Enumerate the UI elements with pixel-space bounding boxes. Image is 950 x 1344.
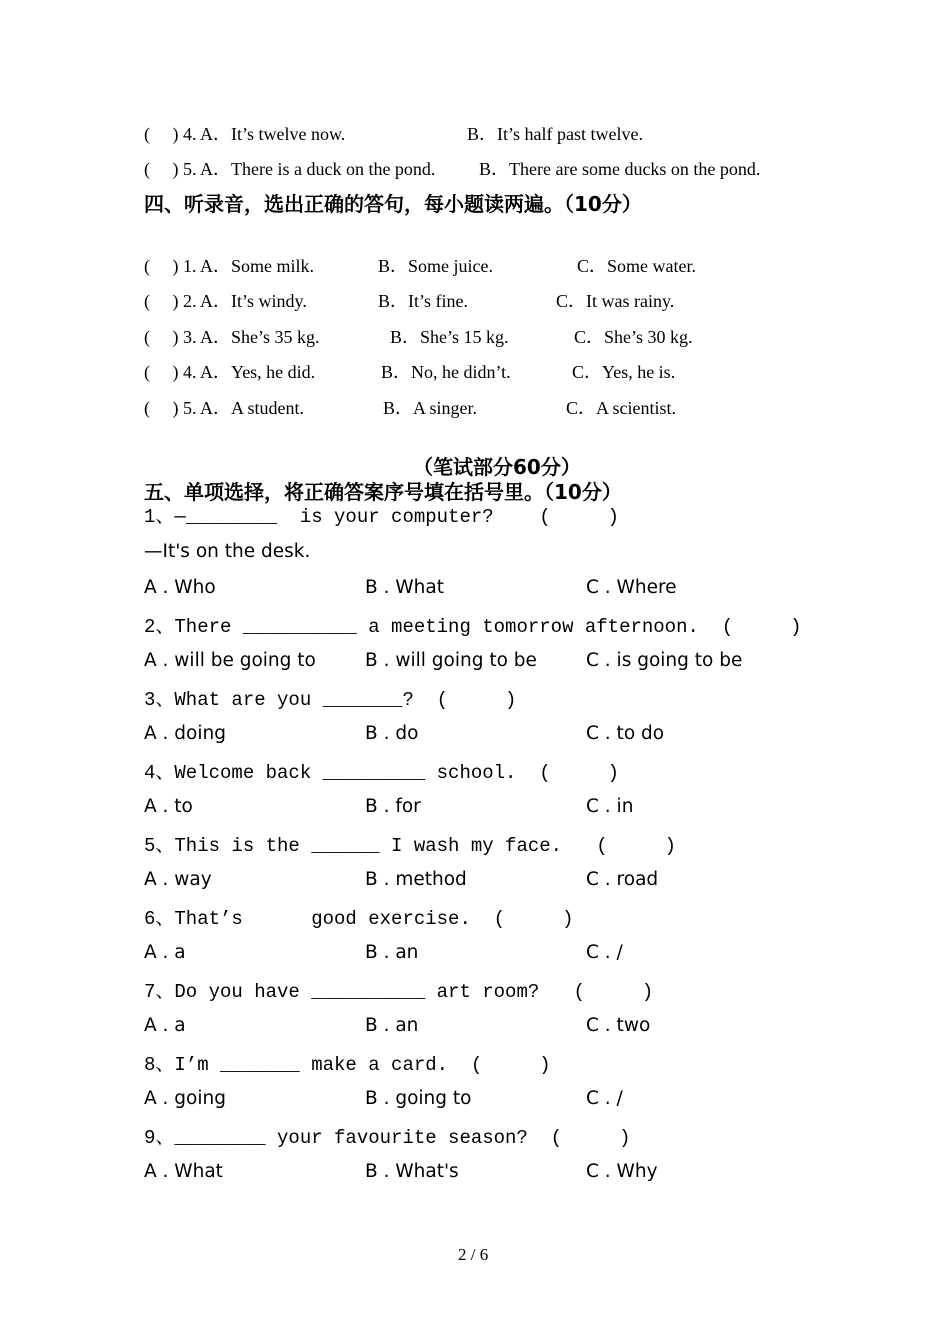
p5-q9-option-a: A . What bbox=[144, 1161, 223, 1182]
p3-q4-option-b: B．It’s half past twelve. bbox=[467, 124, 643, 144]
p4-q2-option-c: C．It was rainy. bbox=[556, 291, 675, 311]
p4-q2-option-b: B．It’s fine. bbox=[378, 291, 468, 311]
p4-q1-option-b: B．Some juice. bbox=[378, 256, 493, 276]
p5-q7-stem: 7、Do you have __________ art room? ( ) bbox=[144, 981, 654, 1003]
p5-q1-option-c: C . Where bbox=[586, 577, 677, 598]
p5-q4-option-c: C . in bbox=[586, 796, 634, 817]
p4-q5-option-c: C．A scientist. bbox=[566, 398, 677, 418]
p5-q9-stem: 9、________ your favourite season? ( ) bbox=[144, 1127, 631, 1149]
p5-q5-stem: 5、This is the ______ I wash my face. ( ) bbox=[144, 835, 677, 857]
p5-q7-option-a: A . a bbox=[144, 1015, 186, 1036]
p5-q1-stem: 1、—________ is your computer? ( ) bbox=[144, 506, 620, 528]
p5-q3-option-c: C . to do bbox=[586, 723, 665, 744]
p5-q4-stem: 4、Welcome back _________ school. ( ) bbox=[144, 762, 620, 784]
p5-q3-stem: 3、What are you _______? ( ) bbox=[144, 689, 517, 711]
p3-q5-option-b: B．There are some ducks on the pond. bbox=[479, 159, 761, 179]
p4-q4-num-a: ( ) 4. A．Yes, he did. bbox=[144, 362, 316, 382]
p4-q1-option-c: C．Some water. bbox=[577, 256, 696, 276]
p4-q1-num-a: ( ) 1. A．Some milk. bbox=[144, 256, 314, 276]
p5-q1-answer-line: —It's on the desk. bbox=[144, 541, 311, 562]
p5-q6-option-c: C . / bbox=[586, 942, 623, 963]
p5-q3-option-a: A . doing bbox=[144, 723, 226, 744]
p4-q2-num-a: ( ) 2. A．It’s windy. bbox=[144, 291, 307, 311]
p4-q5-option-b: B．A singer. bbox=[383, 398, 478, 418]
p5-q8-option-c: C . / bbox=[586, 1088, 623, 1109]
p5-q6-option-b: B . an bbox=[365, 942, 419, 963]
p5-q5-option-a: A . way bbox=[144, 869, 212, 890]
p5-q2-option-c: C . is going to be bbox=[586, 650, 743, 671]
p4-q3-option-b: B．She’s 15 kg. bbox=[390, 327, 509, 347]
p5-q2-option-a: A . will be going to bbox=[144, 650, 316, 671]
p5-q2-stem: 2、There __________ a meeting tomorrow afternoon. ( ) bbox=[144, 616, 802, 638]
p5-q8-option-b: B . going to bbox=[365, 1088, 472, 1109]
p4-q5-num-a: ( ) 5. A．A student. bbox=[144, 398, 304, 418]
p5-q1-option-a: A . Who bbox=[144, 577, 216, 598]
part4-heading: 四、听录音，选出正确的答句，每小题读两遍。（10分） bbox=[144, 192, 642, 216]
p5-q7-option-b: B . an bbox=[365, 1015, 419, 1036]
p4-q3-num-a: ( ) 3. A．She’s 35 kg. bbox=[144, 327, 320, 347]
p3-q4-num-a: ( ) 4. A．It’s twelve now. bbox=[144, 124, 346, 144]
page-number: 2 / 6 bbox=[458, 1245, 489, 1264]
p4-q3-option-c: C．She’s 30 kg. bbox=[574, 327, 693, 347]
p3-q5-num-a: ( ) 5. A．There is a duck on the pond. bbox=[144, 159, 436, 179]
part5-heading: 五、单项选择，将正确答案序号填在括号里。（10分） bbox=[144, 480, 622, 504]
p5-q9-option-c: C . Why bbox=[586, 1161, 658, 1182]
p5-q7-option-c: C . two bbox=[586, 1015, 651, 1036]
written-section-title: （笔试部分60分） bbox=[413, 455, 581, 479]
p5-q6-option-a: A . a bbox=[144, 942, 186, 963]
p5-q4-option-b: B . for bbox=[365, 796, 421, 817]
p5-q1-option-b: B . What bbox=[365, 577, 444, 598]
p5-q3-option-b: B . do bbox=[365, 723, 419, 744]
p5-q5-option-b: B . method bbox=[365, 869, 467, 890]
p5-q5-option-c: C . road bbox=[586, 869, 659, 890]
p5-q8-stem: 8、I’m _______ make a card. ( ) bbox=[144, 1054, 551, 1076]
p5-q2-option-b: B . will going to be bbox=[365, 650, 537, 671]
p5-q8-option-a: A . going bbox=[144, 1088, 226, 1109]
p4-q4-option-b: B．No, he didn’t. bbox=[381, 362, 511, 382]
p4-q4-option-c: C．Yes, he is. bbox=[572, 362, 676, 382]
p5-q9-option-b: B . What's bbox=[365, 1161, 459, 1182]
p5-q4-option-a: A . to bbox=[144, 796, 193, 817]
p5-q6-stem: 6、That’s good exercise. ( ) bbox=[144, 908, 574, 930]
